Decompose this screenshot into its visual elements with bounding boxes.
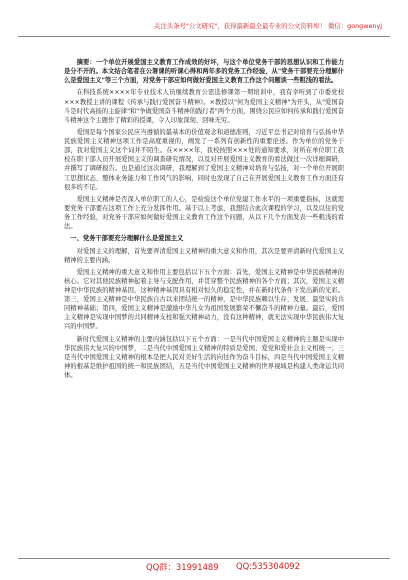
abstract-paragraph: 摘要：一个单位开展爱国主义教育工作成效的好坏，与这个单位党务干部的思想认识和工作能力是分不开的。本文结合笔者在公署课的听课心得和两年多的党务工作经验，从"党务干部要充分理解什么是爱国主义"等三个方面，对党务干部应如何做好爱国主义教育工作这个问题谈一些粗浅的看法。 xyxy=(64,59,344,85)
page-header xyxy=(18,20,390,37)
section-heading: 一、党务干部要充分理解什么是爱国主义 xyxy=(70,235,184,243)
body-paragraph: 爱国是每个国家公民应当遵循的最基本的价值观念和道德准则，习近平总书记对培育与弘扬中华民族爱国主义精神这项工作是高度重视的，阐发了一系列有创新性的重要论述。作为单位的党务干部，我对爱国主义这个词并不陌生。在××××年，我校按照×××处的通知要求，对所在单位职工我校在职干部人员开展爱国主义的调查研究情况，以及对开展爱国主义教育的看法做过一次详细调研，并撰写了调研报告。也是通过这次调研，我理解到了爱国主义精神对培育与弘扬，对一个单位开展职工思想状态、整体业务能力和工作风气的影响，同时也发现了自己在开展爱国主义教育工作方面还有很多的不足。 xyxy=(64,129,344,191)
footer-qq-number: QQ:535304092 xyxy=(236,561,300,571)
body-paragraph: 在科技系统××××年专业技术人员继续教育公需选修课第一期培训中，我有幸听到了市委党校×××教授主讲的课程《传承与践行爱国奋斗精神》。×教授以"何为爱国主义精神"为开头，从"爱国奋斗是时代高扬的主旋律"和"争做爱国奋斗精神的践行者"两个方面，围绕公民应如何传承和践行爱国奋斗精神这个主题作了精彩的授课，令人印象深刻、回味无穷。 xyxy=(64,89,344,124)
body-paragraph: 新时代爱国主义精神的主要内涵包括以下五个方面：一是当代中国爱国主义精神的主题是实现中华民族伟大复兴的中国梦，二是当代中国爱国主义精神的特质是爱国、爱党和爱社会主义相统一；三是当代中国爱国主义精神的根本是把人民对美好生活的向往作为奋斗目标，四是当代中国爱国主义精神的根基是维护祖国的统一和民族团结，五是当代中国爱国主义精神的世界视域是构建人类命运共同体。 xyxy=(64,335,344,380)
body-paragraph: 爱国主义精神的重大意义和作用主要包括以下五个方面：首先，爱国主义精神是中华民族精神的核心。它对其他民族精神起着主导与支配作用，并贯穿整个民族精神的各个方面；其次，爱国主义精神是中华民族的精神基因，这种精神基因具有相对恒久的稳定性，并在新时代条件下发出新的光彩。第三，爱国主义精神是中华民族自古以来团结统一的精神，是中华民族赖以生存、发展、最坚实的共同精神基础；第四，爱国主义精神是激励中华儿女为祖国发展繁荣不懈奋斗的精神力量。最后，爱国主义精神是实现中国梦的共同精神支柱和强大精神动力，没有这种精神，就无法实现中华民族伟大复兴的中国梦。 xyxy=(64,268,344,331)
footer-qq-group: QQ群：31991489 xyxy=(146,562,219,572)
body-paragraph: 对爱国主义的理解，首先要弄清爱国主义精神的重大意义和作用，其次是要弄清新时代爱国主义精神的主要内涵。 xyxy=(64,247,344,264)
page-footer xyxy=(18,558,390,573)
header-banner-text: 关注头条号"公文研究"，获得最新最全最专业的公文资料库！ 微信：gongwenyj xyxy=(153,22,382,30)
article-body xyxy=(64,58,344,383)
body-paragraph: 爱国主义精神是否深入单位职工的人心，是检验这个单位党建工作水平的一项重要指标，这就需要党务干部要在这项工作上充分发挥作用。基于以上考虑，我想结合此次课程的学习，以及以往的党务工作经验，对党务干部应如何做好爱国主义教育工作这个问题，从以下几个方面发表一些粗浅的看法。 xyxy=(64,195,344,231)
